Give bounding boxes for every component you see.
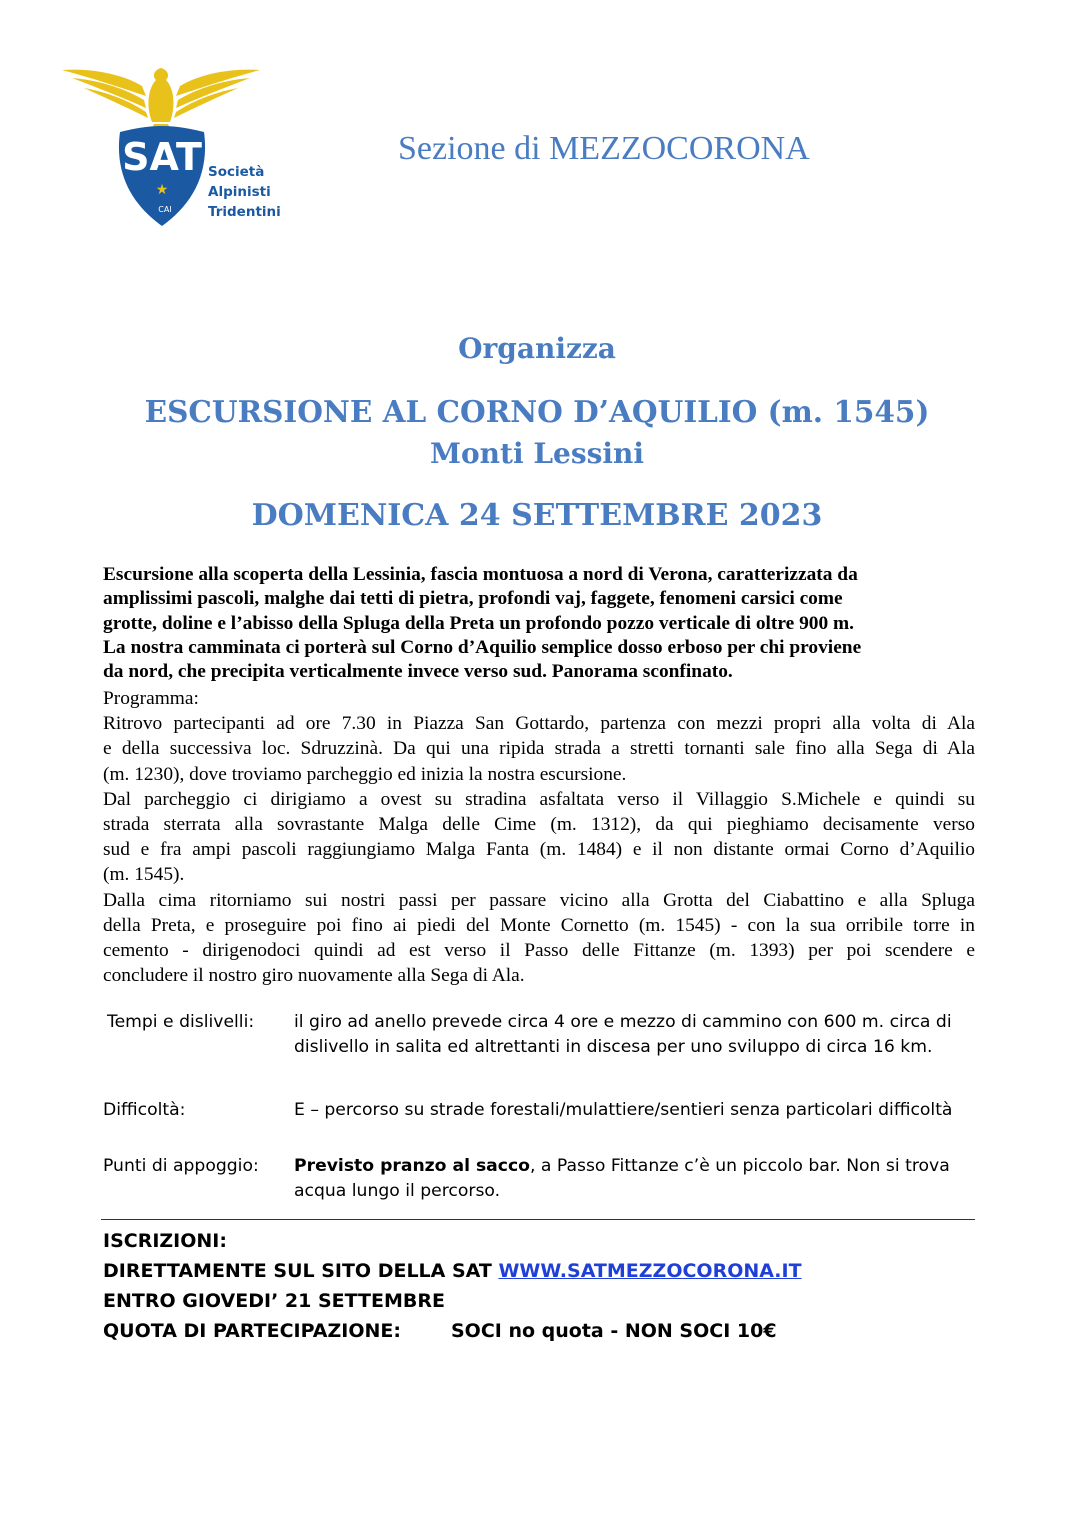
quota-value: SOCI no quota - NON SOCI 10€ — [450, 1320, 777, 1342]
intro-line: La nostra camminata ci porterà sul Corno d’Aquilio semplice dosso erboso per chi proviene — [103, 636, 862, 658]
logo-acronym: SAT — [122, 135, 202, 179]
organizza-heading: Organizza — [458, 332, 616, 365]
details-row-difficolta — [103, 1098, 973, 1154]
appoggio-rest: , a Passo Fittanze c’è un piccolo bar. Non si trova acqua lungo il percorso. — [294, 1156, 950, 1201]
iscrizioni-site-prefix: DIRETTAMENTE SUL SITO DELLA SAT — [103, 1260, 499, 1282]
details-table — [103, 1010, 973, 1210]
program-section — [103, 686, 975, 988]
details-row-appoggio — [103, 1154, 973, 1210]
difficolta-value: E – percorso su strade forestali/mulattiere/sentieri senza particolari difficoltà — [294, 1100, 953, 1120]
quota-line — [103, 1316, 973, 1346]
section-divider — [101, 1219, 975, 1220]
tempi-value: il giro ad anello prevede circa 4 ore e mezzo di cammino con 600 m. circa di dislivello in salita ed altrettanti in discesa per uno sviluppo di circa 16 km. — [294, 1012, 952, 1057]
appoggio-bold: Previsto pranzo al sacco — [294, 1156, 530, 1176]
intro-line: amplissimi pascoli, malghe dai tetti di pietra, profondi vaj, faggete, fenomeni carsici come — [103, 588, 843, 610]
program-line: Dal parcheggio ci dirigiamo a ovest su stradina asfaltata verso il Villaggio S.Michele e quindi su — [103, 788, 975, 810]
logo-cai: CAI — [158, 205, 172, 214]
program-line: strada sterrata alla sovrastante Malga delle Cime (m. 1312), da qui pieghiamo decisamente verso — [103, 814, 975, 836]
section-title: Sezione di MEZZOCORONA — [398, 130, 810, 167]
event-title: ESCURSIONE AL CORNO D’AQUILIO (m. 1545) — [144, 394, 930, 429]
svg-text:★: ★ — [155, 182, 169, 198]
intro-line: Escursione alla scoperta della Lessinia, fascia montuosa a nord di Verona, caratterizzata da — [103, 564, 858, 585]
iscrizioni-deadline: ENTRO GIOVEDI’ 21 SETTEMBRE — [103, 1290, 445, 1312]
iscrizioni-site-line — [103, 1256, 973, 1286]
intro-line: grotte, doline e l’abisso della Spluga della Preta un profondo pozzo verticale di oltre 900 m. — [103, 612, 855, 634]
logo-wordmark — [208, 162, 281, 222]
program-line: concludere il nostro giro nuovamente alla Sega di Ala. — [103, 965, 525, 987]
program-line: (m. 1230), dove troviamo parcheggio ed inizia la nostra escursione. — [103, 763, 627, 785]
details-row-tempi — [103, 1010, 973, 1098]
program-line: Ritrovo partecipanti ad ore 7.30 in Piazza San Gottardo, partenza con mezzi propri alla volta di Ala — [103, 713, 975, 735]
quota-label: QUOTA DI PARTECIPAZIONE: — [103, 1320, 401, 1342]
website-link[interactable]: WWW.SATMEZZOCORONA.IT — [498, 1260, 802, 1282]
logo-name-line2: Alpinisti — [208, 184, 271, 200]
event-date: DOMENICA 24 SETTEMBRE 2023 — [251, 498, 823, 533]
program-heading: Programma: — [103, 688, 199, 709]
intro-line: da nord, che precipita verticalmente invece verso sud. Panorama sconfinato. — [103, 661, 733, 683]
logo-name-line3: Tridentini — [208, 204, 281, 220]
appoggio-value — [294, 1154, 954, 1204]
appoggio-label: Punti di appoggio: — [103, 1156, 259, 1176]
intro-paragraph — [103, 563, 983, 684]
iscrizioni-heading: ISCRIZIONI: — [103, 1230, 227, 1252]
program-line: cemento - dirigenodoci quindi ad est verso il Passo delle Fittanze (m. 1393) per poi scendere e — [103, 940, 975, 962]
program-line: (m. 1545). — [103, 864, 185, 886]
program-line: Dalla cima ritorniamo sui nostri passi per passare vicino alla Grotta del Ciabattino e alla Spluga — [103, 889, 975, 911]
program-line: e della successiva loc. Sdruzzinà. Da qui una ripida strada a stretti tornanti sale fino alla Sega di Ala — [103, 738, 975, 760]
iscrizioni-section — [103, 1226, 973, 1346]
sat-logo — [62, 66, 302, 232]
event-subtitle: Monti Lessini — [429, 437, 644, 470]
tempi-label: Tempi e dislivelli: — [107, 1012, 255, 1032]
program-line: della Preta, e proseguire poi fino ai piedi del Monte Cornetto (m. 1545) - con la sua orribile torre in — [103, 914, 975, 936]
logo-name-line1: Società — [208, 164, 265, 180]
difficolta-label: Difficoltà: — [103, 1100, 186, 1120]
program-line: sud e fra ampi pascoli raggiungiamo Malga Fanta (m. 1484) e il non distante ormai Corno d’Aquilio — [103, 839, 975, 861]
